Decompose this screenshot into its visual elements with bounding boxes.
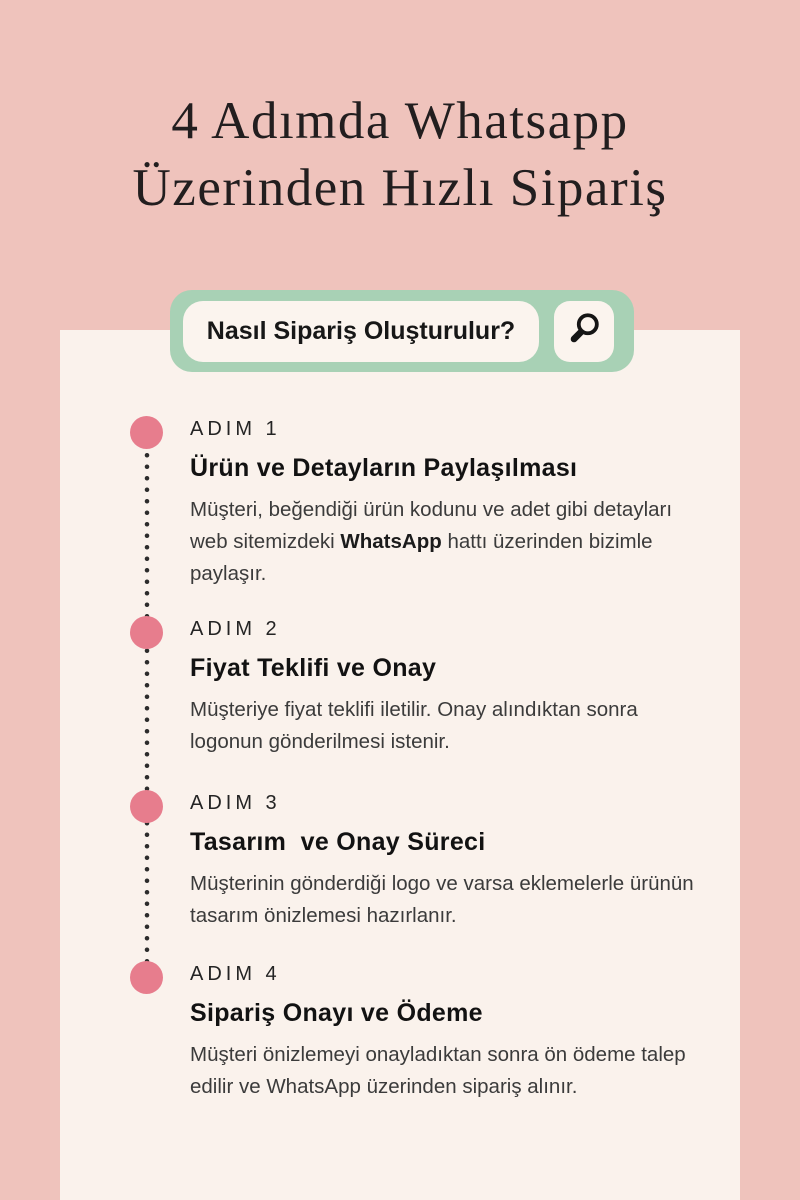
step-item-4 — [190, 963, 705, 1103]
step-description — [190, 1039, 705, 1103]
step-description-text: Müşteriye fiyat teklifi iletilir. Onay alındıktan sonra logonun gönderilmesi istenir. — [190, 698, 638, 753]
step-label: ADIM 1 — [190, 418, 281, 440]
step-description — [190, 494, 705, 589]
page-title-line1: 4 Adımda Whatsapp — [171, 92, 629, 150]
step-title: Sipariş Onayı ve Ödeme — [190, 999, 483, 1027]
step-3-marker — [130, 790, 163, 823]
step-item-1 — [190, 418, 705, 589]
step-1-marker — [130, 416, 163, 449]
search-button[interactable] — [554, 301, 614, 362]
step-item-3 — [190, 792, 705, 932]
step-label: ADIM 2 — [190, 618, 281, 640]
step-2-marker — [130, 616, 163, 649]
step-label: ADIM 3 — [190, 792, 281, 814]
step-title: Tasarım ve Onay Süreci — [190, 828, 486, 856]
step-title: Ürün ve Detayların Paylaşılması — [190, 454, 578, 482]
step-description-text: Müşteri önizlemeyi onayladıktan sonra ön ödeme talep edilir ve WhatsApp üzerinden sipariş alınır. — [190, 1043, 686, 1098]
step-description-text: hattı üzerinden bizimle paylaşır. — [190, 529, 653, 585]
step-description-bold: WhatsApp — [340, 529, 442, 553]
step-description — [190, 868, 705, 932]
page-title — [0, 88, 800, 223]
step-description — [190, 694, 705, 758]
page-title-line2: Üzerinden Hızlı Sipariş — [132, 159, 668, 218]
step-item-2 — [190, 618, 705, 758]
search-bar — [170, 290, 634, 372]
step-description-text: Müşteri, beğendiği ürün kodunu ve adet gibi detayları web sitemizdeki — [190, 498, 673, 553]
step-description-text: Müşterinin gönderdiği logo ve varsa eklemelerle ürünün tasarım önizlemesi hazırlanır. — [190, 872, 694, 927]
search-icon — [565, 310, 603, 353]
step-label: ADIM 4 — [190, 963, 281, 985]
search-input[interactable]: Nasıl Sipariş Oluşturulur? — [183, 301, 539, 362]
step-title: Fiyat Teklifi ve Onay — [190, 654, 437, 682]
timeline-dotted-line — [144, 438, 150, 973]
step-4-marker — [130, 961, 163, 994]
